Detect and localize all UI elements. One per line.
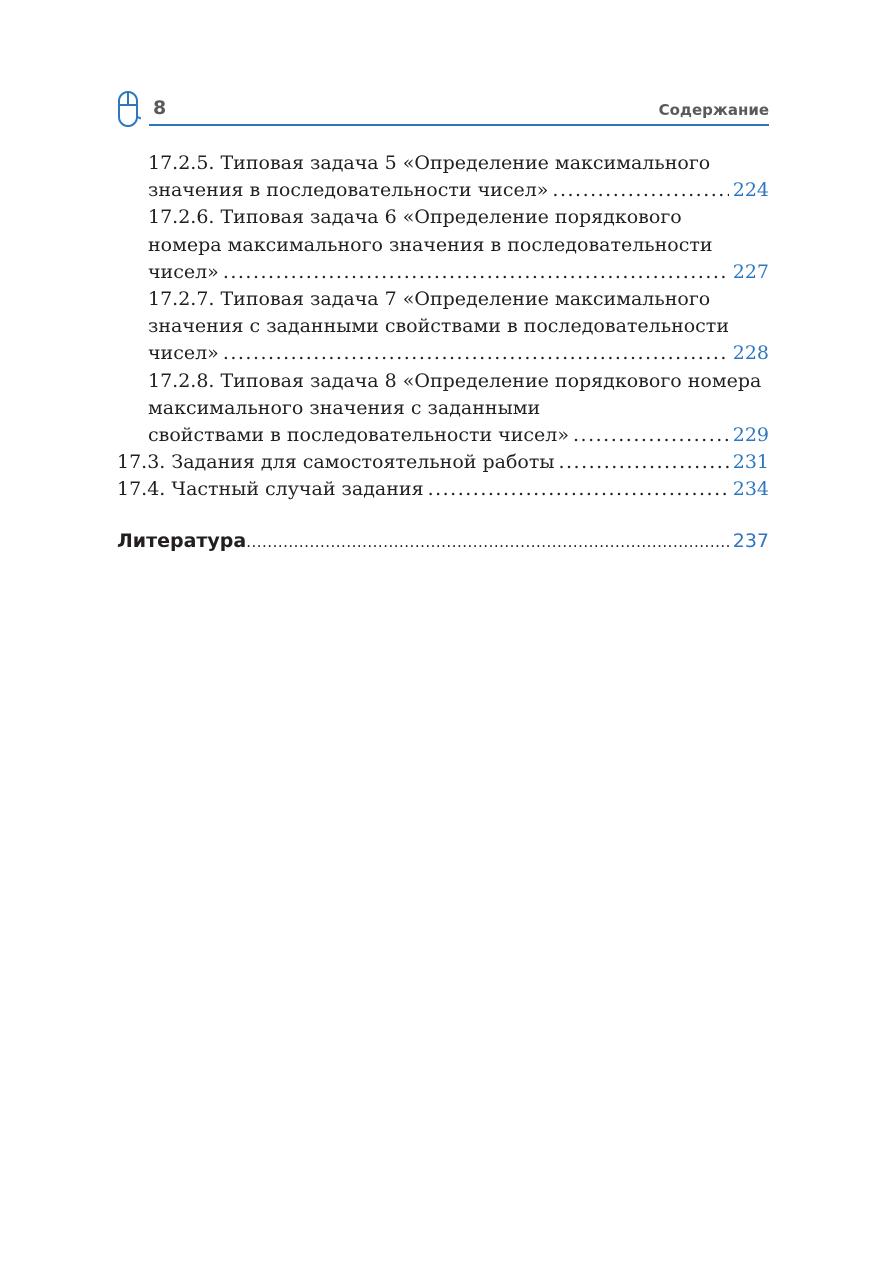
toc-entry-17-2-8-line-2: максимального значения с заданными <box>148 396 541 419</box>
toc-entry-17-3[interactable] <box>117 449 769 476</box>
dot-leader <box>223 340 729 367</box>
toc-entry-17-2-8[interactable] <box>117 422 769 449</box>
header-rule <box>149 124 769 126</box>
toc-page-number[interactable]: 237 <box>732 530 769 553</box>
page-number: 8 <box>153 97 167 119</box>
table-of-contents <box>117 150 769 556</box>
toc-entry-text: 17.3. Задания для самостоятельной работы <box>117 451 555 474</box>
toc-entry-text: значения в последовательности чисел» <box>148 179 549 202</box>
toc-entry-17-2-7-line-1: 17.2.7. Типовая задача 7 «Определение максимального <box>148 287 711 310</box>
toc-page-number[interactable]: 231 <box>732 451 769 474</box>
toc-entry-17-2-6-line-2: номера максимального значения в последовательности <box>148 233 713 256</box>
dot-leader <box>428 476 729 503</box>
toc-entry-literature[interactable] <box>117 526 769 556</box>
toc-entry-text: чисел» <box>148 342 219 365</box>
toc-entry-17-2-7-line-2: значения с заданными свойствами в последовательности <box>148 315 729 338</box>
toc-entry-text: Литература <box>117 530 247 553</box>
toc-entry-17-2-6-line-1: 17.2.6. Типовая задача 6 «Определение порядкового <box>148 206 682 229</box>
section-spacer <box>117 503 769 526</box>
toc-page-number[interactable]: 229 <box>732 423 769 446</box>
toc-entry-text: 17.4. Частный случай задания <box>117 478 424 501</box>
running-head-title: Содержание <box>658 101 769 119</box>
toc-page-number[interactable]: 224 <box>732 179 769 202</box>
toc-page-number[interactable]: 234 <box>732 478 769 501</box>
toc-entry-17-2-5[interactable] <box>117 177 769 204</box>
toc-page-number[interactable]: 227 <box>732 260 769 283</box>
toc-entry-17-2-6[interactable] <box>117 259 769 286</box>
dot-leader <box>246 527 731 557</box>
computer-mouse-icon <box>117 86 141 128</box>
toc-page-number[interactable]: 228 <box>732 342 769 365</box>
toc-entry-text: чисел» <box>148 260 219 283</box>
toc-entry-17-2-7[interactable] <box>117 340 769 367</box>
dot-leader <box>573 422 729 449</box>
dot-leader <box>558 449 728 476</box>
dot-leader <box>223 259 729 286</box>
toc-entry-17-4[interactable] <box>117 476 769 503</box>
toc-entry-text: свойствами в последовательности чисел» <box>148 423 569 446</box>
page-header <box>117 86 769 128</box>
dot-leader <box>552 177 728 204</box>
toc-entry-17-2-8-line-1: 17.2.8. Типовая задача 8 «Определение порядкового номера <box>148 369 762 392</box>
toc-entry-17-2-5-line-1: 17.2.5. Типовая задача 5 «Определение максимального <box>148 152 711 174</box>
